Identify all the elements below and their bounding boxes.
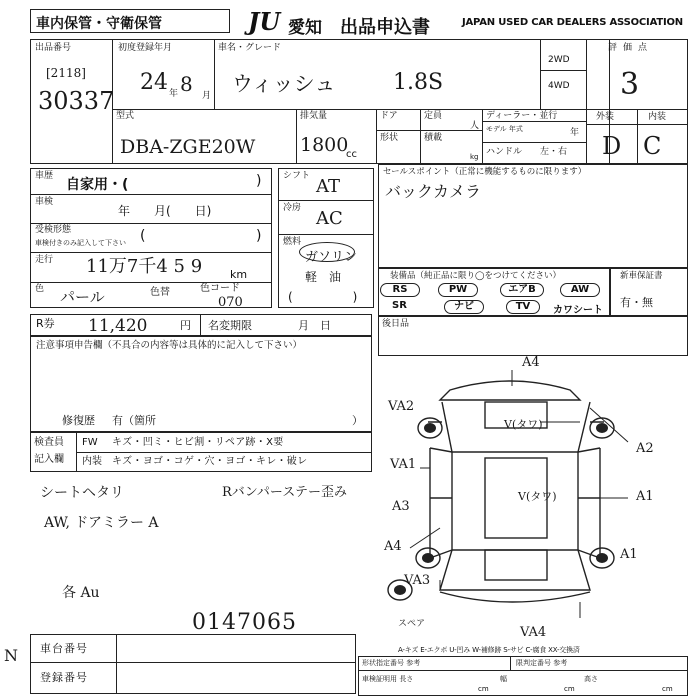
fuel-paren: ( ): [288, 290, 358, 304]
reg-label: 登録番号: [40, 671, 88, 684]
color-code-value: 070: [218, 295, 243, 310]
margin-mark: N: [4, 646, 18, 665]
capacity-label: 定員: [424, 111, 443, 121]
hand-note-3: AW, ドアミラー A: [44, 515, 159, 531]
door-label: ドア: [380, 111, 398, 121]
hand-note-1: シートヘタリ: [40, 485, 124, 501]
name-change-text: 月 日: [298, 319, 331, 332]
score-label: 評価点: [608, 43, 654, 53]
ju-logo: JU: [248, 7, 281, 36]
fw-text: キズ・凹ミ・ヒビ割・リペア跡・X要: [112, 437, 284, 448]
ticket-sub: 車検付きのみ記入して下さい: [35, 239, 126, 247]
chassis-value: 0147065: [192, 610, 297, 635]
model-name-label: 車名・グレード: [218, 43, 282, 53]
storage-tag-text: 車内保管・守衛保管: [36, 16, 162, 32]
repair-text: 有（箇所: [112, 414, 156, 427]
fuel-circle: [299, 242, 355, 262]
exterior-label: 外装: [596, 112, 615, 122]
drive-2wd: 2WD: [548, 55, 570, 65]
shape-label: 形状: [380, 133, 399, 143]
rear-body-outline: [440, 550, 590, 590]
front-bumper-outline: [440, 381, 580, 400]
handle-options: 左・右: [540, 147, 568, 157]
equip-seat: カワシート: [553, 305, 603, 316]
dealer-label: ディーラー・並行: [486, 111, 558, 121]
first-reg-month: 8: [180, 72, 193, 96]
ticket-label: 受検形態: [35, 225, 72, 235]
mark-left-rear: A3: [392, 499, 410, 514]
type-label: 型式: [116, 111, 135, 121]
mark-rear-right: A1: [620, 547, 638, 562]
fuel-gas: ガソリン: [305, 250, 358, 265]
type-value: DBA-ZGE20W: [120, 136, 256, 158]
cc-unit: cc: [346, 149, 357, 160]
recycle-label: R券: [36, 317, 55, 330]
cm-3: cm: [662, 685, 673, 693]
equip-airbag: エアB: [500, 283, 544, 297]
interior-label: 内装: [648, 112, 667, 122]
mark-roof: V(タワ): [518, 490, 557, 503]
displacement-label: 排気量: [300, 111, 328, 121]
name-change-label: 名変期限: [208, 319, 252, 332]
mark-left-door: VA1: [390, 457, 417, 472]
month-unit: 月: [202, 91, 212, 101]
history-label: 車歴: [35, 171, 54, 181]
fuel-diesel: 軽 油: [305, 270, 342, 284]
side-connectors: [430, 448, 600, 558]
load-label: 積載: [424, 133, 443, 143]
recycle-unit: 円: [180, 319, 191, 332]
interior-row-label: 内装: [82, 456, 102, 467]
year-unit: 年: [169, 89, 179, 99]
mark-rear-left: VA3: [404, 573, 431, 588]
score-value: 3: [620, 67, 640, 102]
equip-sr: SR: [392, 300, 407, 311]
ac-label: 冷房: [283, 203, 302, 213]
ticket-open: (: [140, 228, 146, 244]
legend-width: 幅: [500, 675, 507, 683]
legend-height: 高さ: [584, 675, 598, 683]
sales-value: バックカメラ: [385, 182, 482, 201]
legend-row1b: 限判定番号 参考: [516, 659, 568, 667]
fw-label: FW: [82, 437, 98, 448]
inspector-label-1: 検査員: [34, 437, 64, 448]
warranty-value: 有・無: [620, 296, 653, 309]
interior-score: C: [643, 132, 662, 160]
model-year-label: モデル 年式: [486, 125, 523, 133]
mark-front-left: VA2: [388, 399, 415, 414]
ac-value: AC: [316, 208, 343, 229]
lot-small: [2118]: [46, 66, 86, 80]
mark-left-step: A4: [384, 539, 402, 554]
trunk-panel: [485, 550, 547, 580]
cm-2: cm: [564, 685, 575, 693]
color-value: パール: [60, 288, 105, 306]
legend-length: 車検証明用 長さ: [362, 675, 414, 683]
lot-label: 出品番号: [35, 43, 72, 53]
repair-label: 修復歴: [62, 414, 95, 427]
history-value: 自家用・(: [66, 177, 129, 193]
recycle-value: 11,420: [88, 316, 148, 336]
form-title: 出品申込書: [340, 17, 430, 38]
interior-row-text: キズ・ヨゴ・コゲ・穴・ヨゴ・キレ・破レ: [112, 456, 308, 467]
mileage-unit: km: [230, 268, 248, 281]
association-name: JAPAN USED CAR DEALERS ASSOCIATION: [462, 17, 683, 28]
displacement-value: 1800: [300, 134, 349, 156]
equipment-label: 装備品（純正品に限り◯をつけてください）: [390, 271, 562, 281]
mark-rear-bumper: VA4: [520, 625, 547, 640]
repair-close: ）: [352, 414, 363, 427]
color-code-label: 色コード: [200, 283, 240, 294]
spare-label: スペア: [398, 619, 426, 629]
history-close: ): [256, 173, 262, 189]
side-body-outline: [452, 452, 578, 550]
after-label: 後日品: [382, 319, 410, 329]
equip-aw: AW: [560, 283, 600, 297]
hand-note-2: Rバンパーステー歪み: [222, 485, 347, 500]
drive-4wd: 4WD: [548, 81, 570, 91]
cm-1: cm: [478, 685, 489, 693]
legend-row1: 形状指定番号 参考: [362, 659, 421, 667]
notes-label: 注意事項申告欄（不具合の内容等は具体的に記入して下さい）: [36, 340, 303, 351]
equip-tv: TV: [506, 300, 540, 314]
mark-hood: V(タワ): [504, 418, 543, 431]
color-change-label: 色替: [150, 287, 170, 298]
exterior-score: D: [602, 132, 622, 160]
mark-front-bumper: A4: [522, 355, 540, 370]
sales-label: セールスポイント（正常に機能するものに限ります）: [383, 167, 587, 177]
mark-front-right: A2: [636, 441, 654, 456]
inspection-label: 車検: [35, 197, 54, 207]
equip-pw: PW: [438, 283, 478, 297]
fuel-label: 燃料: [283, 237, 302, 247]
ticket-close: ): [256, 228, 262, 244]
ju-region: 愛知: [288, 18, 322, 38]
sales-box: [378, 164, 688, 268]
legend-text: A-キズ E-エクボ U-凹み W-補修跡 S-サビ C-腐食 XX-交換済: [398, 646, 580, 654]
model-year-unit: 年: [570, 128, 580, 138]
hand-note-4: 各 Au: [62, 585, 100, 601]
side-lines: [430, 448, 600, 558]
shift-label: シフト: [283, 171, 311, 181]
shift-value: AT: [316, 176, 341, 197]
inspection-text: 年 月( 日): [118, 204, 212, 218]
load-unit: kg: [470, 153, 479, 161]
car-diagram: [380, 350, 690, 640]
mileage-label: 走行: [35, 255, 54, 265]
first-reg-year: 24: [140, 70, 168, 95]
warranty-label: 新車保証書: [620, 271, 663, 281]
tire-fills: [394, 423, 608, 595]
equip-navi: ナビ: [444, 300, 484, 314]
grade: 1.8S: [393, 70, 444, 95]
mileage-value: 11万7千4 5 9: [86, 256, 203, 277]
capacity-unit: 人: [470, 121, 480, 131]
color-label: 色: [35, 284, 45, 294]
rear-bumper-outline: [440, 592, 590, 602]
handle-label: ハンドル: [486, 147, 523, 157]
model-name: ウィッシュ: [232, 72, 336, 96]
chassis-label: 車台番号: [40, 642, 88, 655]
equip-rs: RS: [380, 283, 420, 297]
mark-right-door: A1: [636, 489, 654, 504]
inspector-label-2: 記入欄: [34, 454, 64, 465]
lot-number: 30337: [38, 87, 115, 115]
first-reg-label: 初度登録年月: [118, 43, 173, 53]
